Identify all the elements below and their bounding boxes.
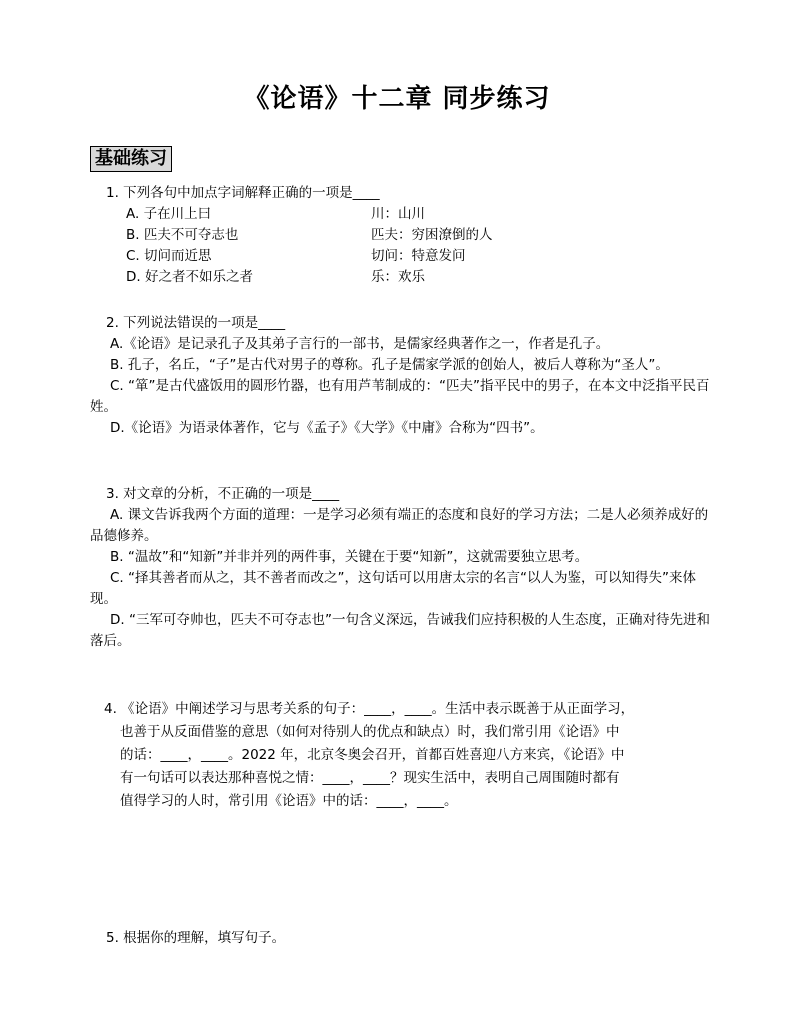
option-paragraph: C. “择其善者而从之，其不善者而改之”，这句话可以用唐太宗的名言“以人为鉴，可以知得失”来体现。 [90, 570, 696, 607]
section-heading: 基础练习 [90, 146, 172, 172]
option-paragraph: B. “温故”和“知新”并非并列的两件事，关键在于要“知新”，这就需要独立思考。 [110, 549, 589, 565]
page-title: 《论语》十二章 同步练习 [243, 84, 551, 114]
question-5 [106, 928, 285, 949]
option-text: A. 子在川上曰 [126, 206, 212, 222]
question-3-stem-text: 3. 对文章的分析，不正确的一项是____ [106, 486, 340, 502]
question-4-line: 也善于从反面借鉴的意思（如何对待别人的优点和缺点）时，我们常引用《论语》中 [120, 724, 620, 740]
option-gloss: 切问：特意发问 [371, 248, 466, 264]
option-text: B. 匹夫不可夺志也 [126, 227, 239, 243]
option-row [126, 204, 493, 225]
question-4-line: 值得学习的人时，常引用《论语》中的话：____，____。 [120, 793, 458, 809]
question-1-options [126, 204, 493, 288]
question-3-options [90, 505, 716, 652]
option-paragraph: D. “三军可夺帅也，匹夫不可夺志也”一句含义深远，告诫我们应持积极的人生态度，正确对待先进和落后。 [90, 612, 710, 649]
question-3-stem [106, 484, 339, 505]
question-4-line: 的话：____，____。2022 年，北京冬奥会召开，首都百姓喜迎八方来宾，《论语》中 [120, 747, 625, 763]
option-row [126, 225, 493, 246]
question-4 [104, 698, 724, 813]
option-paragraph: C. “箪”是古代盛饭用的圆形竹器，也有用芦苇制成的：“匹夫”指平民中的男子，在本文中泛指平民百姓。 [90, 378, 710, 415]
question-5-stem: 5. 根据你的理解，填写句子。 [106, 930, 286, 946]
option-row [126, 246, 493, 267]
option-text: D. 好之者不如乐之者 [126, 269, 253, 285]
option-paragraph: D.《论语》为语录体著作，它与《孟子》《大学》《中庸》合称为“四书”。 [110, 420, 544, 436]
option-text: C. 切问而近思 [126, 248, 212, 264]
question-2-stem [106, 313, 285, 334]
option-gloss: 匹夫：穷困潦倒的人 [371, 227, 493, 243]
option-paragraph: B. 孔子，名丘，“子”是古代对男子的尊称。孔子是儒家学派的创始人，被后人尊称为“圣人”。 [110, 357, 669, 373]
option-paragraph: A. 课文告诉我两个方面的道理：一是学习必须有端正的态度和良好的学习方法；二是人必须养成好的品德修养。 [90, 507, 709, 544]
question-1-stem: 1. 下列各句中加点字词解释正确的一项是____ [106, 185, 380, 201]
question-4-line: 4. 《论语》中阐述学习与思考关系的句子：____，____。生活中表示既善于从正面学习， [104, 701, 635, 717]
option-row [126, 267, 493, 288]
option-paragraph: A.《论语》是记录孔子及其弟子言行的一部书，是儒家经典著作之一，作者是孔子。 [110, 336, 610, 352]
question-1 [106, 183, 493, 288]
option-gloss: 川：山川 [371, 206, 425, 222]
question-2-options [90, 334, 716, 439]
question-2-stem-text: 2. 下列说法错误的一项是____ [106, 315, 286, 331]
option-gloss: 乐：欢乐 [371, 269, 425, 285]
question-4-line: 有一句话可以表达那种喜悦之情：____，____？现实生活中，表明自己周围随时都有 [120, 770, 620, 786]
